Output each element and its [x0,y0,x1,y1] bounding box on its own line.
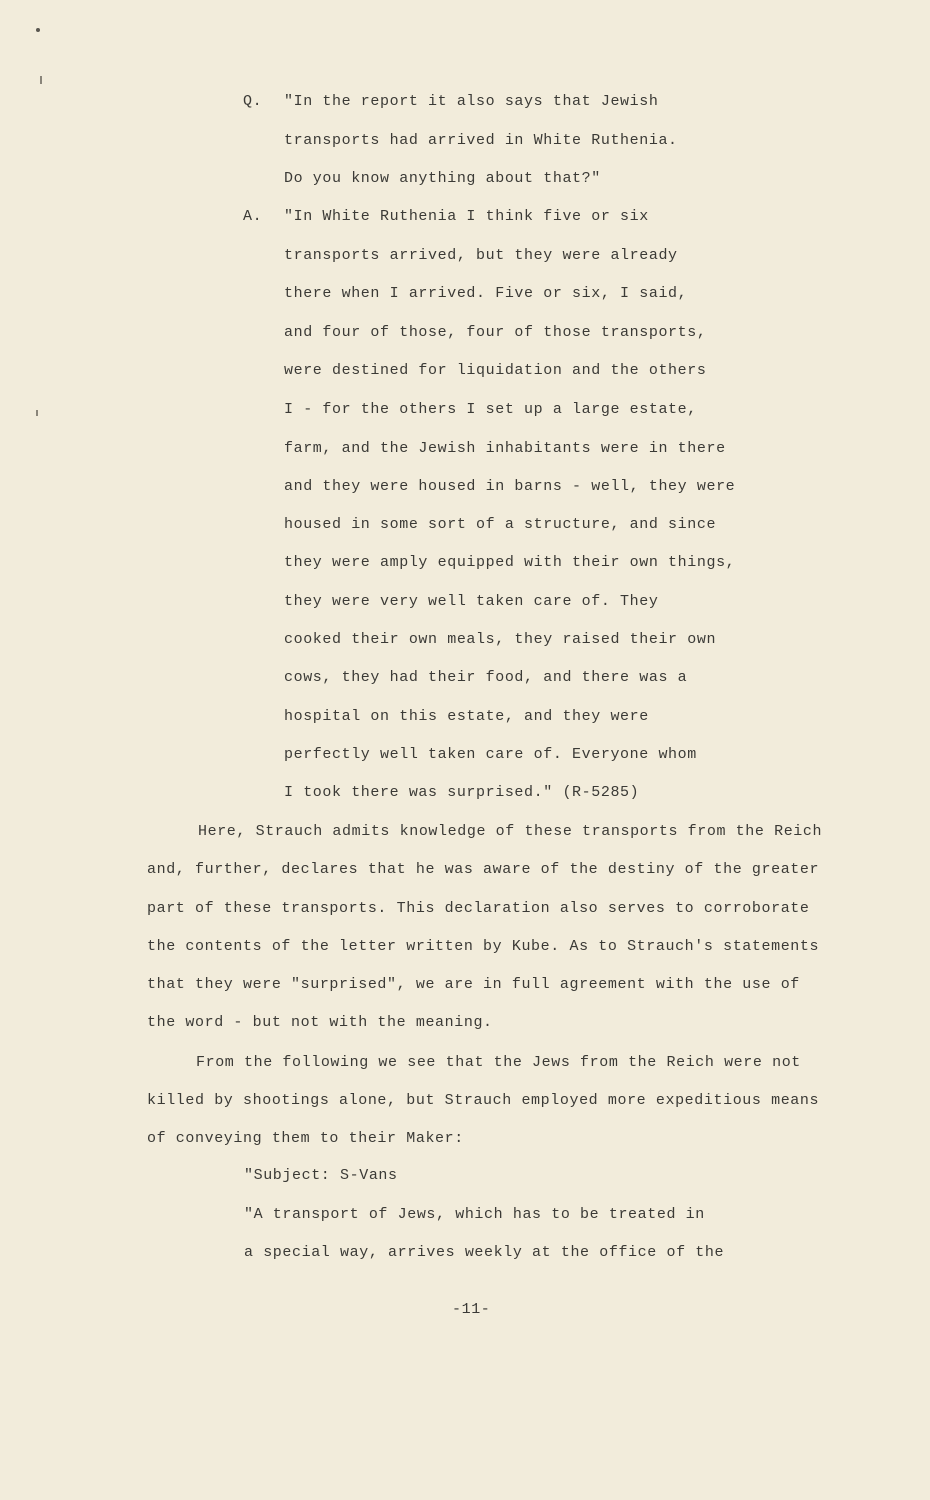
answer-line: and four of those, four of those transports, [284,324,707,341]
quote-line: "A transport of Jews, which has to be treated in [244,1206,705,1223]
paragraph-line: From the following we see that the Jews from the Reich were not [196,1054,801,1071]
answer-line: they were very well taken care of. They [284,593,659,610]
answer-line: cows, they had their food, and there was a [284,669,688,686]
answer-line: "In White Ruthenia I think five or six [284,208,649,225]
answer-line: farm, and the Jewish inhabitants were in there [284,440,726,457]
paragraph-line: the word - but not with the meaning. [147,1014,493,1031]
margin-mark [36,410,38,416]
paragraph-line: of conveying them to their Maker: [147,1130,464,1147]
paragraph-line: killed by shootings alone, but Strauch employed more expeditious means [147,1092,820,1109]
question-line: "In the report it also says that Jewish [284,93,659,110]
paragraph-line: the contents of the letter written by Kube. As to Strauch's statements [147,938,820,955]
question-marker: Q. [243,93,263,110]
answer-line: hospital on this estate, and they were [284,708,649,725]
paragraph-line: Here, Strauch admits knowledge of these transports from the Reich [198,823,823,840]
answer-line: they were amply equipped with their own things, [284,554,736,571]
answer-line: were destined for liquidation and the others [284,362,707,379]
answer-line: perfectly well taken care of. Everyone whom [284,746,697,763]
page-number: -11- [452,1301,491,1318]
answer-line: and they were housed in barns - well, they were [284,478,736,495]
quote-line: "Subject: S-Vans [244,1167,398,1184]
paragraph-line: that they were "surprised", we are in full agreement with the use of [147,976,800,993]
paragraph-line: part of these transports. This declaration also serves to corroborate [147,900,810,917]
quote-line: a special way, arrives weekly at the office of the [244,1244,725,1261]
answer-marker: A. [243,208,263,225]
answer-line: I - for the others I set up a large estate, [284,401,697,418]
question-line: Do you know anything about that?" [284,170,601,187]
answer-line: cooked their own meals, they raised their own [284,631,717,648]
paper-speck [36,28,40,32]
answer-line: I took there was surprised." (R-5285) [284,784,640,801]
answer-line: housed in some sort of a structure, and since [284,516,717,533]
margin-mark [40,76,42,84]
question-line: transports had arrived in White Ruthenia. [284,132,678,149]
answer-line: transports arrived, but they were already [284,247,678,264]
answer-line: there when I arrived. Five or six, I said, [284,285,688,302]
paragraph-line: and, further, declares that he was aware of the destiny of the greater [147,861,820,878]
